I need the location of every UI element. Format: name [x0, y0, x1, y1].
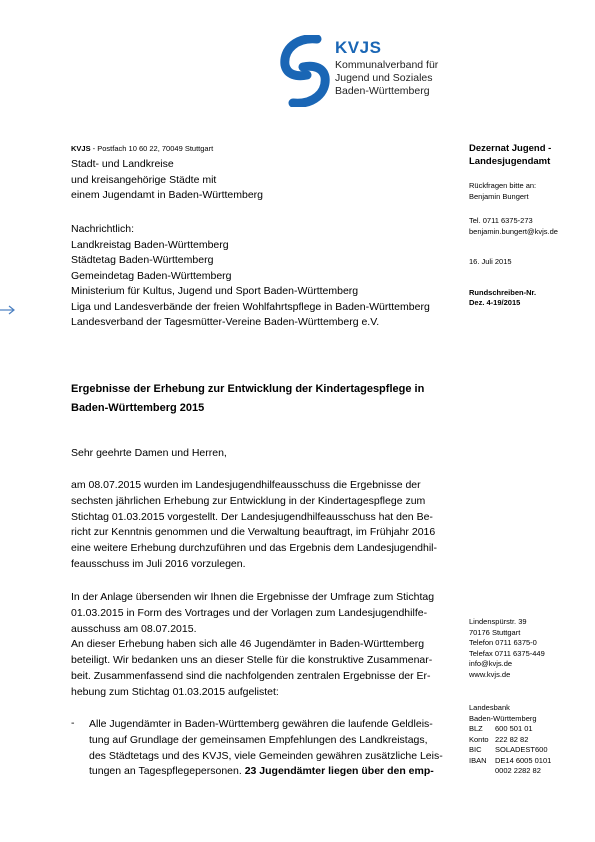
text-line: ausschuss am 08.07.2015. [71, 622, 197, 635]
recipient-block [71, 157, 263, 204]
salutation: Sehr geehrte Damen und Herren, [71, 447, 227, 459]
paragraph-1 [71, 478, 459, 573]
bank-value: 0002 2282 82 [495, 766, 541, 775]
department-line: Landesjugendamt [469, 155, 551, 167]
text-line: In der Anlage übersenden wir Ihnen die Ergebnisse der Umfrage zum Stichtag [71, 591, 435, 603]
bank-row [469, 724, 551, 735]
cc-line: Landesverband der Tagesmütter-Vereine Baden-Württemberg e.V. [71, 316, 380, 328]
bank-label: Konto [469, 734, 489, 744]
address-line: www.kvjs.de [469, 669, 511, 679]
sender-org: KVJS [71, 144, 91, 153]
bank-row [469, 735, 551, 746]
bank-subtitle: Baden-Württemberg [469, 713, 537, 723]
text-line: beteiligt. Wir bedanken uns an dieser Stelle für die konstruktive Zusammenar- [71, 654, 433, 667]
cc-block [71, 222, 430, 331]
contact-name: Benjamin Bungert [469, 191, 529, 201]
sender-line [71, 144, 213, 153]
text-line: richt zur Kenntnis genommen und die Verwaltung beauftragt, im Frühjahr 2016 [71, 526, 436, 539]
address-line: info@kvjs.de [469, 659, 513, 668]
bank-value: 222 82 82 [495, 734, 529, 744]
bank-value: 600 501 01 [495, 724, 533, 733]
margin-arrow-icon [0, 304, 16, 316]
text-line: tung auf Grundlage der gemeinsamen Empfehlungen des Landkreistags, [89, 733, 428, 746]
bank-details [469, 703, 551, 777]
text-normal: tungen an Tagespflegepersonen. [89, 765, 245, 778]
contact-block [469, 181, 536, 202]
cc-heading: Nachrichtlich: [71, 223, 135, 235]
contact-details [469, 216, 558, 237]
logo-line: Kommunalverband für [335, 59, 439, 71]
text-line: feausschuss im Juli 2016 vorzulegen. [71, 557, 246, 570]
letter-subject [71, 380, 461, 418]
cc-line: Ministerium für Kultus, Jugend und Sport Baden-Württemberg [71, 285, 359, 297]
bank-label: IBAN [469, 755, 487, 765]
address-line: Telefon 0711 6375-0 [469, 638, 537, 647]
sender-address: - Postfach 10 60 22, 70049 Stuttgart [90, 144, 214, 153]
letter-date: 16. Juli 2015 [469, 257, 512, 266]
cc-line: Gemeindetag Baden-Württemberg [71, 269, 232, 282]
paragraph-2 [71, 590, 459, 701]
address-line: Lindenspürstr. 39 [469, 617, 527, 626]
text-line: beit. Zusammenfassend sind die nachfolgenden zentralen Ergebnisse der Er- [71, 669, 431, 682]
cc-line: Städtetag Baden-Württemberg [71, 254, 214, 266]
text-line: hebung zum Stichtag 01.03.2015 aufgelistet: [71, 685, 279, 698]
recipient-line: einem Jugendamt in Baden-Württemberg [71, 189, 264, 201]
text-bold: 23 Jugendämter liegen über den emp- [244, 765, 434, 778]
text-line: sechsten jährlichen Erhebung zur Entwicklung in der Kindertagespflege zum [71, 494, 426, 507]
department-line: Dezernat Jugend - [469, 143, 552, 154]
circular-number [469, 288, 536, 307]
contact-intro: Rückfragen bitte an: [469, 181, 537, 190]
text-line: 01.03.2015 in Form des Vortrages und der Vorlagen zum Landesjugendhilfe- [71, 606, 428, 619]
logo-brand: KVJS [335, 38, 382, 57]
contact-email: benjamin.bungert@kvjs.de [469, 226, 558, 236]
kvjs-logo [277, 35, 457, 107]
address-line: Telefax 0711 6375-449 [469, 648, 545, 658]
subject-line: Baden-Württemberg 2015 [71, 402, 205, 414]
contact-phone: Tel. 0711 6375-273 [469, 216, 533, 225]
text-line: An dieser Erhebung haben sich alle 46 Jugendämter in Baden-Württemberg [71, 638, 425, 651]
subject-line: Ergebnisse der Erhebung zur Entwicklung der Kindertagespflege in [71, 383, 425, 395]
bank-row [469, 766, 551, 777]
text-line: am 08.07.2015 wurden im Landesjugendhilfeausschuss die Ergebnisse der [71, 479, 421, 491]
department-title [469, 143, 551, 168]
circular-line: Rundschreiben-Nr. [469, 288, 537, 297]
bullet-item [89, 717, 461, 780]
bullet-dash: - [71, 717, 75, 729]
recipient-line: und kreisangehörige Städte mit [71, 173, 217, 186]
cc-line: Liga und Landesverbände der freien Wohlfahrtspflege in Baden-Württemberg [71, 300, 430, 313]
office-address [469, 617, 545, 680]
bank-title: Landesbank [469, 703, 510, 712]
bank-row [469, 756, 551, 767]
text-line: eine weitere Erhebung durchzuführen und das Ergebnis dem Landesjugendhil- [71, 542, 437, 555]
logo-line: Baden-Württemberg [335, 85, 430, 97]
text-line: Stichtag 01.03.2015 vorgestellt. Der Landesjugendhilfeausschuss hat den Be- [71, 510, 433, 523]
kvjs-logo-icon [277, 35, 333, 107]
recipient-line: Stadt- und Landkreise [71, 158, 174, 170]
text-line [89, 764, 461, 780]
address-line: 70176 Stuttgart [469, 627, 521, 637]
circular-line: Dez. 4-19/2015 [469, 297, 521, 307]
bank-value: SOLADEST600 [495, 745, 548, 754]
logo-line: Jugend und Soziales [335, 72, 433, 84]
bank-value: DE14 6005 0101 [495, 755, 552, 765]
bank-label: BLZ [469, 724, 483, 733]
bank-label [469, 766, 495, 777]
bank-row [469, 745, 551, 756]
text-line: Alle Jugendämter in Baden-Württemberg gewähren die laufende Geldleis- [89, 718, 433, 730]
cc-line: Landkreistag Baden-Württemberg [71, 238, 229, 251]
bank-label: BIC [469, 745, 482, 754]
text-line: des Städtetags und des KVJS, viele Gemeinden gewähren zusätzliche Leis- [89, 749, 443, 762]
